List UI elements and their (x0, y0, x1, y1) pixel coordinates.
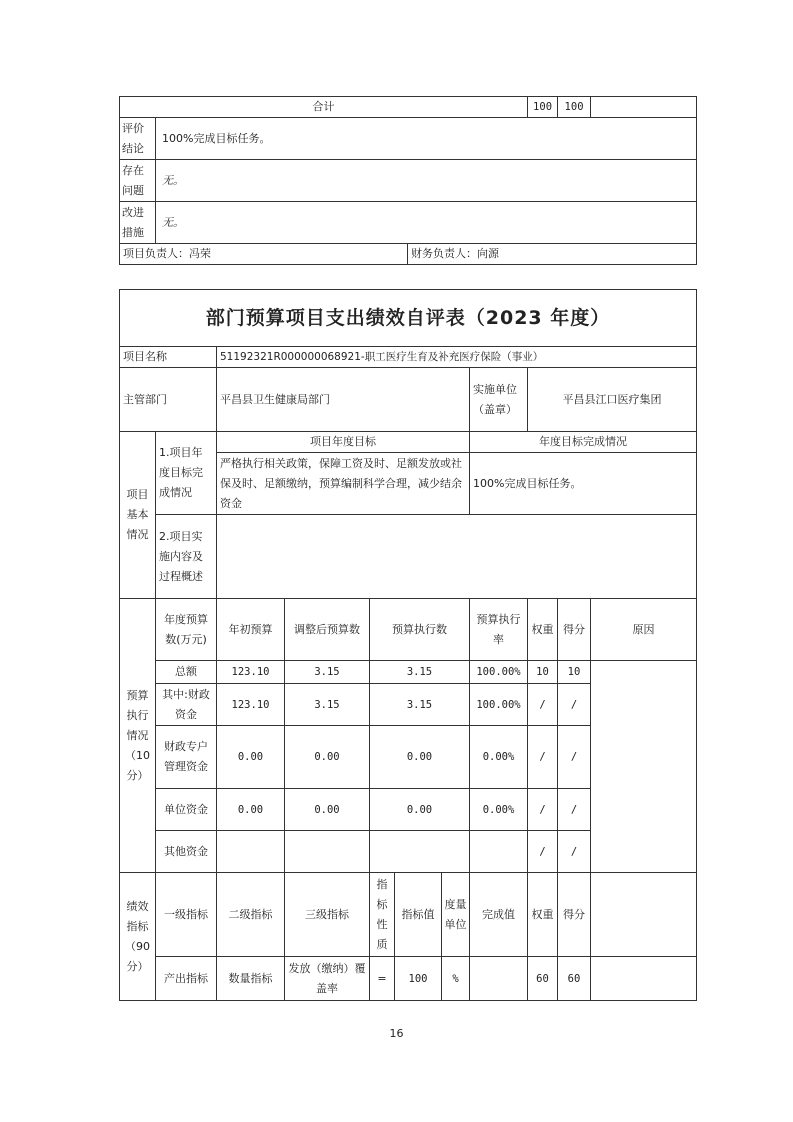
budget-row-score: 10 (558, 661, 591, 684)
conclusion-value: 100%完成目标任务。 (156, 118, 697, 160)
performance-row (120, 957, 697, 1001)
total-score: 100 (558, 97, 591, 118)
budget-row-adjusted (285, 831, 370, 873)
goal-text: 严格执行相关政策，保障工资及时、足额发放或社保及时、足额缴纳，预算编制科学合理，减少结余资金 (217, 453, 470, 515)
issues-label: 存在问题 (120, 160, 156, 202)
perf-header-level3: 三级指标 (285, 873, 370, 957)
perf-header-value: 指标值 (395, 873, 442, 957)
budget-header-initial: 年初预算 (217, 599, 285, 661)
impl-unit-label: 实施单位（盖章） (470, 368, 528, 432)
budget-row-adjusted: 3.15 (285, 661, 370, 684)
budget-row-name: 总额 (156, 661, 217, 684)
basic-info-label: 项目基本情况 (120, 432, 156, 599)
budget-row-initial: 123.10 (217, 684, 285, 726)
budget-row-weight: / (528, 684, 558, 726)
budget-header-reason: 原因 (591, 599, 697, 661)
perf-header-nature: 指标性质 (370, 873, 395, 957)
budget-row-score: / (558, 684, 591, 726)
budget-row-weight: 10 (528, 661, 558, 684)
budget-header-weight: 权重 (528, 599, 558, 661)
budget-header-annual: 年度预算数(万元) (156, 599, 217, 661)
budget-row-executed (370, 831, 470, 873)
budget-header-adjusted: 调整后预算数 (285, 599, 370, 661)
perf-header-unit: 度量单位 (442, 873, 470, 957)
budget-row-executed: 3.15 (370, 661, 470, 684)
budget-row-weight: / (528, 726, 558, 789)
total-label: 合计 (120, 97, 528, 118)
budget-label: 预算执行情况（10分） (120, 599, 156, 873)
goal-label: 1.项目年度目标完成情况 (156, 432, 217, 515)
summary-table (119, 96, 697, 265)
budget-row-executed: 0.00 (370, 789, 470, 831)
page-number: 16 (389, 1027, 404, 1040)
perf-completed (470, 957, 528, 1001)
budget-row-adjusted: 0.00 (285, 726, 370, 789)
perf-header-score: 得分 (558, 873, 591, 957)
budget-row-executed: 0.00 (370, 726, 470, 789)
form-title: 部门预算项目支出绩效自评表（2023 年度） (120, 290, 697, 347)
perf-weight: 60 (528, 957, 558, 1001)
budget-row-weight: / (528, 831, 558, 873)
budget-row-name: 财政专户管理资金 (156, 726, 217, 789)
budget-row-rate: 0.00% (470, 726, 528, 789)
budget-header-score: 得分 (558, 599, 591, 661)
completion-text: 100%完成目标任务。 (470, 453, 697, 515)
improvement-value: 无。 (156, 202, 697, 244)
budget-row-initial (217, 831, 285, 873)
budget-row-rate: 100.00% (470, 661, 528, 684)
budget-row-adjusted: 0.00 (285, 789, 370, 831)
perf-score: 60 (558, 957, 591, 1001)
budget-row-name: 单位资金 (156, 789, 217, 831)
budget-row-executed: 3.15 (370, 684, 470, 726)
perf-header-completed: 完成值 (470, 873, 528, 957)
project-name: 51192321R000000068921-职工医疗生育及补充医疗保险（事业） (217, 347, 697, 368)
budget-row-score: / (558, 789, 591, 831)
impl-unit-value: 平昌县江口医疗集团 (528, 368, 697, 432)
budget-row-initial: 0.00 (217, 726, 285, 789)
budget-row (120, 661, 697, 684)
budget-row-score: / (558, 831, 591, 873)
budget-row-weight: / (528, 789, 558, 831)
budget-row-adjusted: 3.15 (285, 684, 370, 726)
completion-header: 年度目标完成情况 (470, 432, 697, 453)
budget-header-executed: 预算执行数 (370, 599, 470, 661)
perf-nature: = (370, 957, 395, 1001)
perf-header-weight: 权重 (528, 873, 558, 957)
issues-value: 无。 (156, 160, 697, 202)
project-name-label: 项目名称 (120, 347, 217, 368)
budget-row-rate (470, 831, 528, 873)
conclusion-label: 评价结论 (120, 118, 156, 160)
self-evaluation-form (119, 289, 697, 1001)
finance-leader: 财务负责人：向源 (408, 244, 697, 265)
perf-header-level2: 二级指标 (217, 873, 285, 957)
budget-row-initial: 0.00 (217, 789, 285, 831)
dept-value: 平昌县卫生健康局部门 (217, 368, 470, 432)
perf-unit: % (442, 957, 470, 1001)
budget-row-name: 其他资金 (156, 831, 217, 873)
perf-level2: 数量指标 (217, 957, 285, 1001)
perf-header-level1: 一级指标 (156, 873, 217, 957)
improvement-label: 改进措施 (120, 202, 156, 244)
goal-header: 项目年度目标 (217, 432, 470, 453)
project-leader: 项目负责人：冯荣 (120, 244, 408, 265)
budget-header-rate: 预算执行率 (470, 599, 528, 661)
perf-value: 100 (395, 957, 442, 1001)
dept-label: 主管部门 (120, 368, 217, 432)
performance-label: 绩效指标（90分） (120, 873, 156, 1001)
total-weight: 100 (528, 97, 558, 118)
budget-row-rate: 0.00% (470, 789, 528, 831)
budget-row-rate: 100.00% (470, 684, 528, 726)
perf-level1: 产出指标 (156, 957, 217, 1001)
impl-label: 2.项目实施内容及过程概述 (156, 515, 217, 599)
budget-reason (591, 661, 697, 873)
perf-level3: 发放（缴纳）覆盖率 (285, 957, 370, 1001)
impl-text (217, 515, 697, 599)
budget-row-score: / (558, 726, 591, 789)
budget-row-name: 其中:财政资金 (156, 684, 217, 726)
budget-row-initial: 123.10 (217, 661, 285, 684)
